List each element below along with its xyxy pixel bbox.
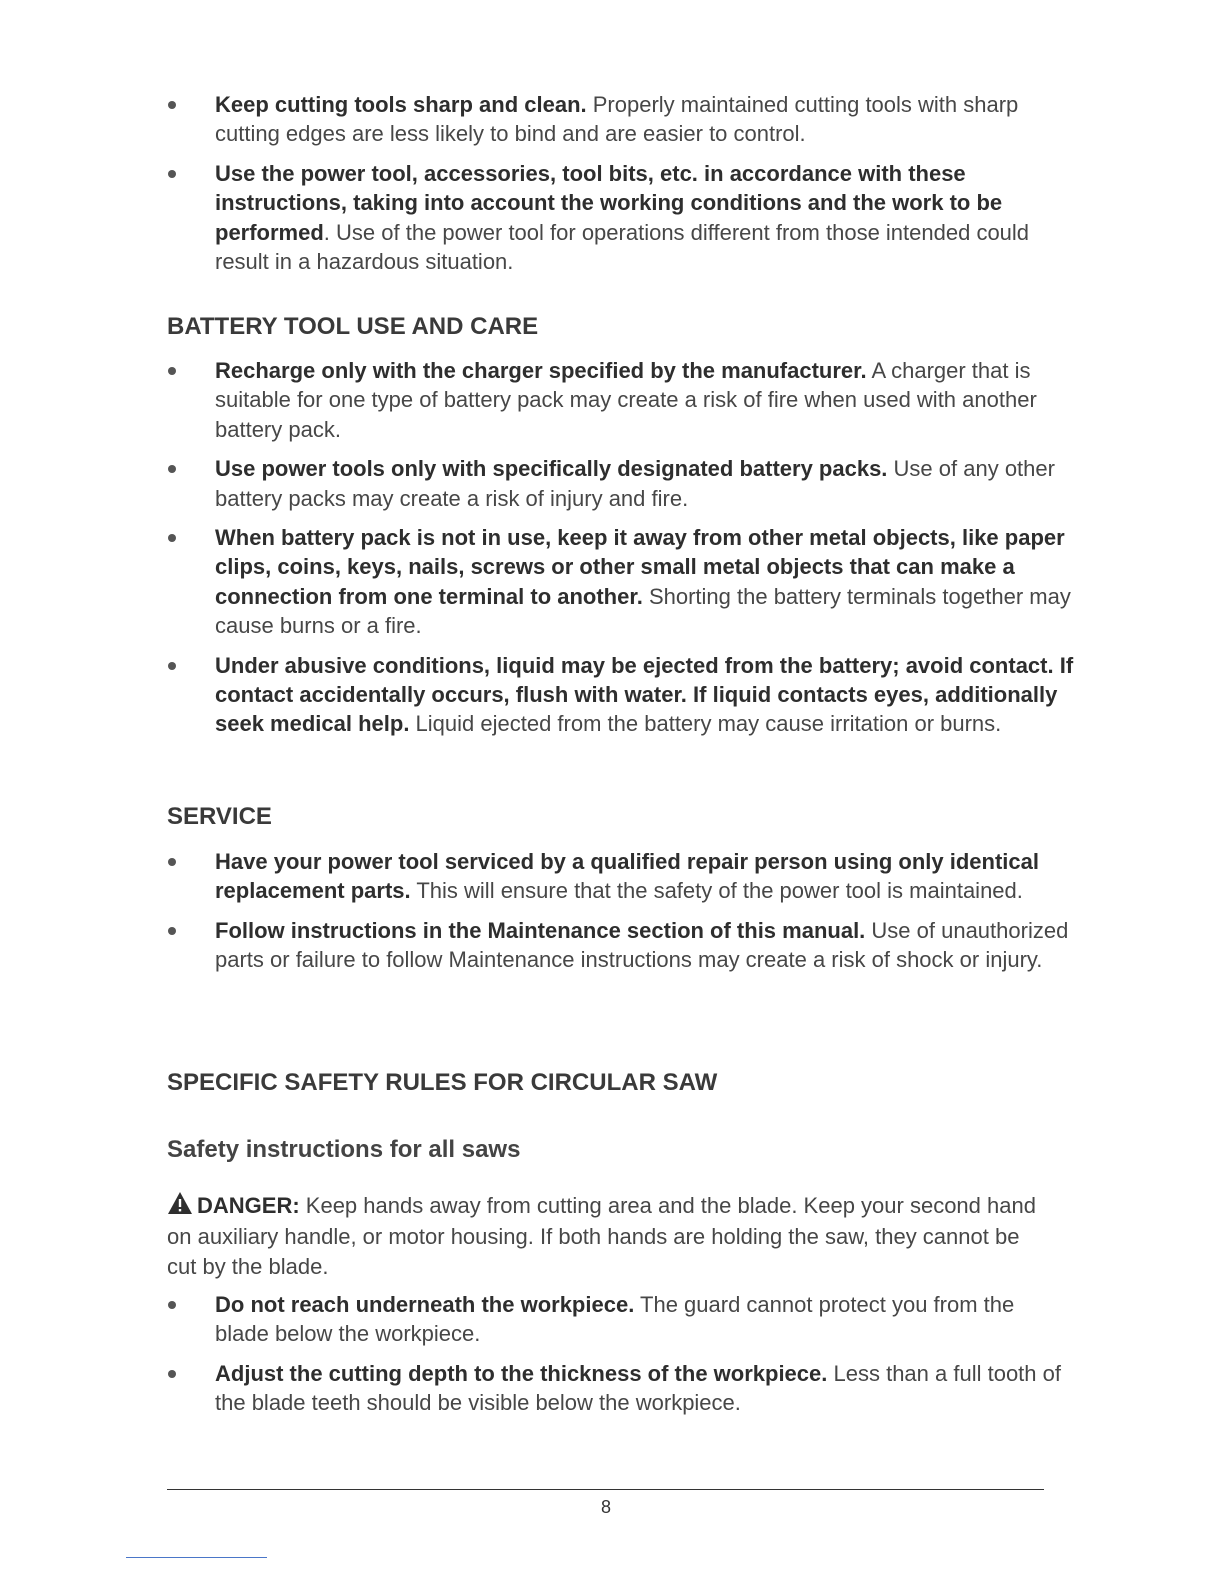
bullet-lead: Adjust the cutting depth to the thickness of the workpiece. xyxy=(215,1360,828,1386)
bullet-lead: Recharge only with the charger specified by the manufacturer. xyxy=(215,358,867,383)
list-item xyxy=(0,1290,1224,1349)
list-item xyxy=(0,454,1224,513)
bullet-dot-icon xyxy=(168,662,176,670)
bullet-lead: Under abusive conditions, liquid may be ejected from the battery; avoid contact. If contact accidentally occurs, flush with water. If liquid contacts eyes, additionally seek medical help. xyxy=(215,652,1074,737)
service-bullet-list xyxy=(0,847,1224,975)
section-heading-specific: SPECIFIC SAFETY RULES FOR CIRCULAR SAW xyxy=(167,1069,718,1096)
bullet-body: This will ensure that the safety of the power tool is maintained. xyxy=(410,878,1023,904)
bullet-lead: Do not reach underneath the workpiece. xyxy=(215,1292,635,1317)
bullet-body: . Use of the power tool for operations different from those intended could result in a hazardous situation. xyxy=(215,219,1030,275)
bullet-body: Less than a full tooth of the blade teeth should be visible below the workpiece. xyxy=(215,1360,1061,1416)
bullet-dot-icon xyxy=(168,170,176,178)
bullet-dot-icon xyxy=(168,101,176,109)
bullet-body: Shorting the battery terminals together may cause burns or a fire. xyxy=(215,583,1071,639)
bullet-dot-icon xyxy=(168,1370,176,1378)
bullet-dot-icon xyxy=(168,1301,176,1309)
danger-notice xyxy=(167,1191,1047,1281)
bullet-body: A charger that is suitable for one type of battery pack may create a risk of fire when used with another battery pack. xyxy=(215,358,1037,442)
bullet-lead: Use power tools only with specifically designated battery packs. xyxy=(215,456,888,482)
list-item xyxy=(0,916,1224,975)
list-item xyxy=(0,847,1224,906)
warning-triangle-icon xyxy=(167,1191,193,1222)
bullet-body: Use of unauthorized parts or failure to follow Maintenance instructions may create a risk of shock or injury. xyxy=(215,917,1069,973)
footer-rule xyxy=(167,1489,1044,1490)
bullet-body: Use of any other battery packs may create a risk of injury and fire. xyxy=(215,456,1055,511)
list-item xyxy=(0,651,1224,739)
section-heading-battery: BATTERY TOOL USE AND CARE xyxy=(167,313,539,340)
bullet-lead: Follow instructions in the Maintenance section of this manual. xyxy=(215,917,866,943)
bullet-dot-icon xyxy=(168,858,176,866)
bullet-lead: Have your power tool serviced by a qualified repair person using only identical replacement parts. xyxy=(215,849,1039,904)
bullet-lead: Use the power tool, accessories, tool bits, etc. in accordance with these instructions, taking into account the working conditions and the work to be performed xyxy=(215,160,1003,245)
section-heading-service: SERVICE xyxy=(167,803,272,830)
danger-text: Keep hands away from cutting area and the blade. Keep your second hand on auxiliary handle, or motor housing. If both hands are holding the saw, they cannot be cut by the blade. xyxy=(167,1193,1036,1279)
bullet-lead: When battery pack is not in use, keep it away from other metal objects, like paper clips, coins, keys, nails, screws or other small metal objects that can make a connection from one terminal to another. xyxy=(215,525,1065,609)
bullet-dot-icon xyxy=(168,927,176,935)
bullet-body: The guard cannot protect you from the blade below the workpiece. xyxy=(215,1292,1015,1347)
bullet-body: Liquid ejected from the battery may cause irritation or burns. xyxy=(409,711,1002,737)
list-item xyxy=(0,90,1224,149)
top-bullet-list xyxy=(0,90,1224,276)
bullet-body: Properly maintained cutting tools with sharp cutting edges are less likely to bind and are easier to control. xyxy=(215,92,1019,147)
bullet-dot-icon xyxy=(168,534,176,542)
list-item xyxy=(0,159,1224,277)
battery-bullet-list xyxy=(0,356,1224,739)
saw-bullet-list xyxy=(0,1290,1224,1418)
page-number: 8 xyxy=(600,1497,611,1517)
danger-label: DANGER: xyxy=(197,1193,300,1218)
bullet-lead: Keep cutting tools sharp and clean. xyxy=(215,92,587,117)
bullet-dot-icon xyxy=(168,465,176,473)
list-item xyxy=(0,523,1224,641)
list-item xyxy=(0,356,1224,444)
subheading-all-saws: Safety instructions for all saws xyxy=(167,1136,521,1163)
scan-edge-line xyxy=(126,1557,267,1558)
bullet-dot-icon xyxy=(168,367,176,375)
list-item xyxy=(0,1359,1224,1418)
